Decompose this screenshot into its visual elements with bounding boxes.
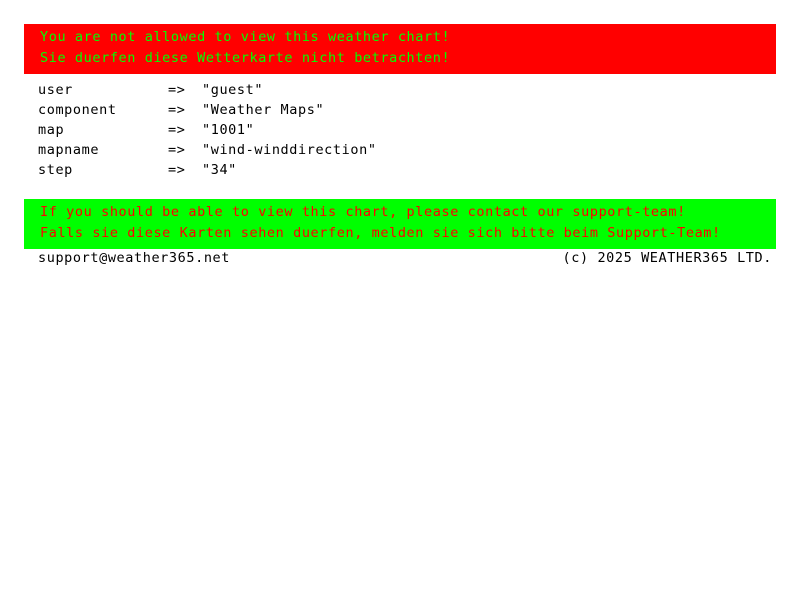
error-message-de: Sie duerfen diese Wetterkarte nicht betrachten!	[40, 50, 451, 66]
copyright-text: (c) 2025 WEATHER365 LTD.	[562, 250, 772, 266]
detail-value-mapname: "wind-winddirection"	[202, 142, 377, 158]
detail-arrow: =>	[168, 102, 186, 118]
info-message-de: Falls sie diese Karten sehen duerfen, melden sie sich bitte beim Support-Team!	[40, 225, 721, 241]
detail-arrow: =>	[168, 82, 186, 98]
detail-value-map: "1001"	[202, 122, 255, 138]
info-message-en: If you should be able to view this chart, please contact our support-team!	[40, 204, 686, 220]
table-row	[38, 100, 377, 120]
detail-key-user: user	[38, 82, 73, 98]
info-banner	[24, 199, 776, 249]
detail-key-component: component	[38, 102, 117, 118]
footer	[38, 250, 772, 266]
support-email-link[interactable]: support@weather365.net	[38, 250, 231, 266]
detail-arrow: =>	[168, 142, 186, 158]
detail-key-step: step	[38, 162, 73, 178]
table-row	[38, 120, 377, 140]
table-row	[38, 80, 377, 100]
detail-value-component: "Weather Maps"	[202, 102, 325, 118]
error-banner	[24, 24, 776, 74]
detail-key-mapname: mapname	[38, 142, 100, 158]
request-details-table	[38, 80, 377, 180]
error-message-en: You are not allowed to view this weather chart!	[40, 29, 451, 45]
detail-value-step: "34"	[202, 162, 237, 178]
table-row	[38, 160, 377, 180]
table-row	[38, 140, 377, 160]
detail-arrow: =>	[168, 162, 186, 178]
detail-arrow: =>	[168, 122, 186, 138]
detail-value-user: "guest"	[202, 82, 264, 98]
detail-key-map: map	[38, 122, 65, 138]
